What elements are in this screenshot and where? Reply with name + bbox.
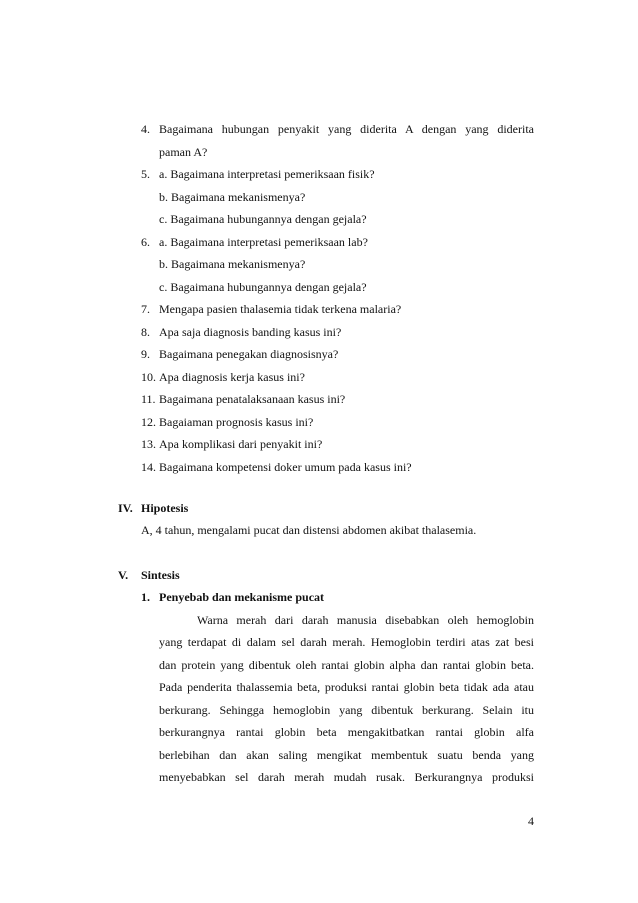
paragraph-line: berlebihan dan akan saling mengikat membentuk suatu benda yang xyxy=(159,748,534,762)
question-text: Bagaimana penegakan diagnosisnya? xyxy=(159,347,339,361)
question-number: 8. xyxy=(141,325,150,339)
question-text: b. Bagaimana mekanismenya? xyxy=(159,190,306,204)
question-number: 9. xyxy=(141,347,150,361)
question-text: Apa diagnosis kerja kasus ini? xyxy=(159,370,305,384)
question-text: paman A? xyxy=(159,145,208,159)
page-number: 4 xyxy=(528,814,534,828)
question-number: 14. xyxy=(141,460,156,474)
question-text: Bagaiaman prognosis kasus ini? xyxy=(159,415,314,429)
hypothesis-text: A, 4 tahun, mengalami pucat dan distensi abdomen akibat thalasemia. xyxy=(141,523,477,537)
paragraph-line: Warna merah dari darah manusia disebabkan oleh hemoglobin xyxy=(197,613,534,627)
paragraph-line: yang terdapat di dalam sel darah merah. Hemoglobin terdiri atas zat besi xyxy=(159,635,534,649)
section-number: IV. xyxy=(118,501,133,515)
paragraph-line: berkurangnya rantai globin beta mengakitbatkan rantai globin alfa xyxy=(159,725,534,739)
paragraph-line: dan protein yang dibentuk oleh rantai globin alpha dan rantai globin beta. xyxy=(159,658,534,672)
question-number: 12. xyxy=(141,415,156,429)
subsection-number: 1. xyxy=(141,590,150,604)
question-text: c. Bagaimana hubungannya dengan gejala? xyxy=(159,280,367,294)
paragraph-line: Pada penderita thalassemia beta, produksi rantai globin beta tidak ada atau xyxy=(159,680,534,694)
section-number: V. xyxy=(118,568,129,582)
question-text: a. Bagaimana interpretasi pemeriksaan fisik? xyxy=(159,167,375,181)
subsection-title: Penyebab dan mekanisme pucat xyxy=(159,590,325,604)
question-number: 4. xyxy=(141,122,150,136)
question-text: Apa komplikasi dari penyakit ini? xyxy=(159,437,323,451)
question-number: 10. xyxy=(141,370,156,384)
question-text: Mengapa pasien thalasemia tidak terkena malaria? xyxy=(159,302,402,316)
paragraph-line: berkurang. Sehingga hemoglobin yang dibentuk berkurang. Selain itu xyxy=(159,703,534,717)
question-number: 13. xyxy=(141,437,156,451)
question-number: 7. xyxy=(141,302,150,316)
question-number: 11. xyxy=(141,392,156,406)
question-text: c. Bagaimana hubungannya dengan gejala? xyxy=(159,212,367,226)
question-number: 6. xyxy=(141,235,150,249)
question-text: a. Bagaimana interpretasi pemeriksaan lab? xyxy=(159,235,368,249)
question-text: Bagaimana hubungan penyakit yang diderita A dengan yang diderita xyxy=(159,122,534,136)
question-text: Bagaimana kompetensi doker umum pada kasus ini? xyxy=(159,460,412,474)
question-text: Bagaimana penatalaksanaan kasus ini? xyxy=(159,392,346,406)
paragraph-line: menyebabkan sel darah merah mudah rusak. Berkurangnya produksi xyxy=(159,770,534,784)
section-title: Hipotesis xyxy=(141,501,189,515)
question-number: 5. xyxy=(141,167,150,181)
question-text: Apa saja diagnosis banding kasus ini? xyxy=(159,325,342,339)
question-text: b. Bagaimana mekanismenya? xyxy=(159,257,306,271)
section-title: Sintesis xyxy=(141,568,180,582)
